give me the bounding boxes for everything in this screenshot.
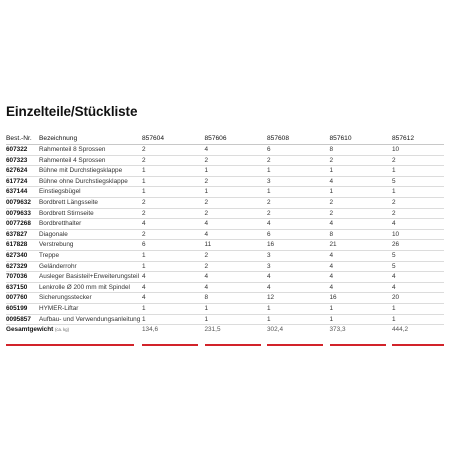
- quantity-cell: 3: [267, 176, 330, 187]
- quantity-cell: 1: [267, 187, 330, 198]
- quantity-cell: 12: [267, 293, 330, 304]
- quantity-cell: 1: [330, 303, 393, 314]
- quantity-cell: 5: [392, 261, 444, 272]
- header-model-857612: 857612: [392, 133, 444, 145]
- table-row: [6, 145, 444, 156]
- quantity-cell: 2: [142, 229, 205, 240]
- total-underline: [6, 344, 134, 346]
- total-value: 373,3: [329, 326, 346, 334]
- quantity-cell: 4: [330, 219, 393, 230]
- quantity-cell: 4: [392, 282, 444, 293]
- part-name: Bordbrett Längsseite: [39, 197, 142, 208]
- quantity-cell: 2: [392, 155, 444, 166]
- table-row: [6, 176, 444, 187]
- table-row: [6, 187, 444, 198]
- quantity-cell: 2: [330, 155, 393, 166]
- article-number: 637150: [6, 282, 39, 293]
- table-row: [6, 197, 444, 208]
- part-name: Einstiegsbügel: [39, 187, 142, 198]
- total-underline: [330, 344, 386, 346]
- table-row: [6, 219, 444, 230]
- header-best-nr: Best.-Nr.: [6, 133, 39, 145]
- part-name: Bordbrett Stirnseite: [39, 208, 142, 219]
- total-value: 231,5: [204, 326, 221, 334]
- quantity-cell: 2: [267, 197, 330, 208]
- header-model-857608: 857608: [267, 133, 330, 145]
- quantity-cell: 4: [142, 293, 205, 304]
- quantity-cell: 2: [330, 208, 393, 219]
- quantity-cell: 4: [205, 145, 268, 156]
- quantity-cell: 1: [392, 166, 444, 177]
- header-model-857610: 857610: [330, 133, 393, 145]
- part-name: Lenkrolle Ø 200 mm mit Spindel: [39, 282, 142, 293]
- part-name: Verstrebung: [39, 240, 142, 251]
- quantity-cell: 10: [392, 229, 444, 240]
- article-number: 607322: [6, 145, 39, 156]
- article-number: 627624: [6, 166, 39, 177]
- quantity-cell: 1: [142, 261, 205, 272]
- quantity-cell: 1: [142, 187, 205, 198]
- table-row: [6, 272, 444, 283]
- part-name: Bühne ohne Durchstiegsklappe: [39, 176, 142, 187]
- quantity-cell: 1: [392, 187, 444, 198]
- part-name: Rahmenteil 4 Sprossen: [39, 155, 142, 166]
- table-row: [6, 314, 444, 325]
- header-model-857604: 857604: [142, 133, 205, 145]
- total-row: [6, 325, 444, 335]
- article-number: 605199: [6, 303, 39, 314]
- part-name: Treppe: [39, 250, 142, 261]
- quantity-cell: 4: [267, 272, 330, 283]
- quantity-cell: 1: [205, 314, 268, 325]
- quantity-cell: 1: [142, 303, 205, 314]
- quantity-cell: 5: [392, 176, 444, 187]
- quantity-cell: 2: [267, 155, 330, 166]
- quantity-cell: 4: [330, 250, 393, 261]
- quantity-cell: 4: [142, 282, 205, 293]
- article-number: 607323: [6, 155, 39, 166]
- table-row: [6, 282, 444, 293]
- quantity-cell: 4: [392, 219, 444, 230]
- table-row: [6, 240, 444, 251]
- total-unit: (ca. kg): [55, 327, 69, 333]
- quantity-cell: 2: [142, 197, 205, 208]
- quantity-cell: 5: [392, 250, 444, 261]
- header-row: [6, 133, 444, 145]
- quantity-cell: 6: [142, 240, 205, 251]
- quantity-cell: 2: [142, 145, 205, 156]
- quantity-cell: 6: [267, 145, 330, 156]
- total-value: 302,4: [267, 326, 283, 334]
- table-row: [6, 293, 444, 304]
- part-name: Bordbretthalter: [39, 219, 142, 230]
- quantity-cell: 1: [142, 166, 205, 177]
- quantity-cell: 1: [330, 187, 393, 198]
- quantity-cell: 1: [267, 314, 330, 325]
- part-name: Aufbau- und Verwendungsanleitung: [39, 314, 142, 325]
- part-name: Bühne mit Durchstiegsklappe: [39, 166, 142, 177]
- article-number: 707036: [6, 272, 39, 283]
- quantity-cell: 2: [392, 208, 444, 219]
- quantity-cell: 3: [267, 250, 330, 261]
- table-row: [6, 303, 444, 314]
- quantity-cell: 1: [142, 176, 205, 187]
- quantity-cell: 1: [330, 166, 393, 177]
- part-name: Diagonale: [39, 229, 142, 240]
- quantity-cell: 4: [392, 272, 444, 283]
- header-model-857606: 857606: [205, 133, 268, 145]
- quantity-cell: 2: [267, 208, 330, 219]
- part-name: HYMER-Liftar: [39, 303, 142, 314]
- quantity-cell: 4: [205, 282, 268, 293]
- quantity-cell: 2: [205, 261, 268, 272]
- quantity-cell: 4: [142, 219, 205, 230]
- article-number: 0077268: [6, 219, 39, 230]
- quantity-cell: 1: [392, 314, 444, 325]
- quantity-cell: 4: [267, 219, 330, 230]
- article-number: 0079633: [6, 208, 39, 219]
- table-row: [6, 229, 444, 240]
- quantity-cell: 4: [205, 229, 268, 240]
- quantity-cell: 2: [142, 208, 205, 219]
- article-number: 637144: [6, 187, 39, 198]
- page-title: Einzelteile/Stückliste: [6, 104, 138, 119]
- article-number: 007760: [6, 293, 39, 304]
- total-value: 134,6: [142, 326, 158, 334]
- table-row: [6, 250, 444, 261]
- table-row: [6, 261, 444, 272]
- part-name: Sicherungsstecker: [39, 293, 142, 304]
- table-row: [6, 155, 444, 166]
- quantity-cell: 1: [142, 250, 205, 261]
- total-label: Gesamtgewicht: [6, 326, 54, 334]
- total-underline: [267, 344, 323, 346]
- quantity-cell: 10: [392, 145, 444, 156]
- part-name: Geländerrohr: [39, 261, 142, 272]
- quantity-cell: 4: [330, 176, 393, 187]
- quantity-cell: 4: [205, 272, 268, 283]
- total-underline: [142, 344, 198, 346]
- quantity-cell: 2: [205, 155, 268, 166]
- quantity-cell: 1: [330, 314, 393, 325]
- quantity-cell: 4: [330, 282, 393, 293]
- quantity-cell: 1: [205, 187, 268, 198]
- quantity-cell: 2: [205, 197, 268, 208]
- quantity-cell: 11: [205, 240, 268, 251]
- quantity-cell: 2: [205, 208, 268, 219]
- total-label-cell: [6, 325, 142, 335]
- quantity-cell: 8: [330, 145, 393, 156]
- table-footer: [6, 325, 444, 335]
- part-name: Rahmenteil 8 Sprossen: [39, 145, 142, 156]
- part-name: Ausleger Basisteil+Erweiterungsteil: [39, 272, 142, 283]
- article-number: 0079632: [6, 197, 39, 208]
- article-number: 617828: [6, 240, 39, 251]
- quantity-cell: 2: [142, 155, 205, 166]
- total-value: 444,2: [392, 326, 408, 334]
- quantity-cell: 2: [392, 197, 444, 208]
- quantity-cell: 16: [330, 293, 393, 304]
- quantity-cell: 26: [392, 240, 444, 251]
- table-header: [6, 133, 444, 145]
- article-number: 637827: [6, 229, 39, 240]
- quantity-cell: 16: [267, 240, 330, 251]
- quantity-cell: 4: [205, 219, 268, 230]
- total-underline: [392, 344, 444, 346]
- quantity-cell: 1: [142, 314, 205, 325]
- quantity-cell: 2: [205, 176, 268, 187]
- parts-table: [6, 133, 444, 335]
- article-number: 0095857: [6, 314, 39, 325]
- quantity-cell: 1: [205, 303, 268, 314]
- quantity-cell: 1: [205, 166, 268, 177]
- quantity-cell: 8: [330, 229, 393, 240]
- quantity-cell: 4: [330, 272, 393, 283]
- article-number: 627329: [6, 261, 39, 272]
- quantity-cell: 1: [267, 303, 330, 314]
- header-bezeichnung: Bezeichnung: [39, 133, 142, 145]
- article-number: 627340: [6, 250, 39, 261]
- quantity-cell: 2: [330, 197, 393, 208]
- quantity-cell: 1: [267, 166, 330, 177]
- quantity-cell: 20: [392, 293, 444, 304]
- quantity-cell: 2: [205, 250, 268, 261]
- table-row: [6, 166, 444, 177]
- article-number: 617724: [6, 176, 39, 187]
- quantity-cell: 4: [267, 282, 330, 293]
- quantity-cell: 6: [267, 229, 330, 240]
- quantity-cell: 4: [330, 261, 393, 272]
- quantity-cell: 4: [142, 272, 205, 283]
- quantity-cell: 1: [392, 303, 444, 314]
- total-underline: [205, 344, 261, 346]
- quantity-cell: 3: [267, 261, 330, 272]
- table-row: [6, 208, 444, 219]
- table-body: [6, 145, 444, 325]
- quantity-cell: 21: [330, 240, 393, 251]
- quantity-cell: 8: [205, 293, 268, 304]
